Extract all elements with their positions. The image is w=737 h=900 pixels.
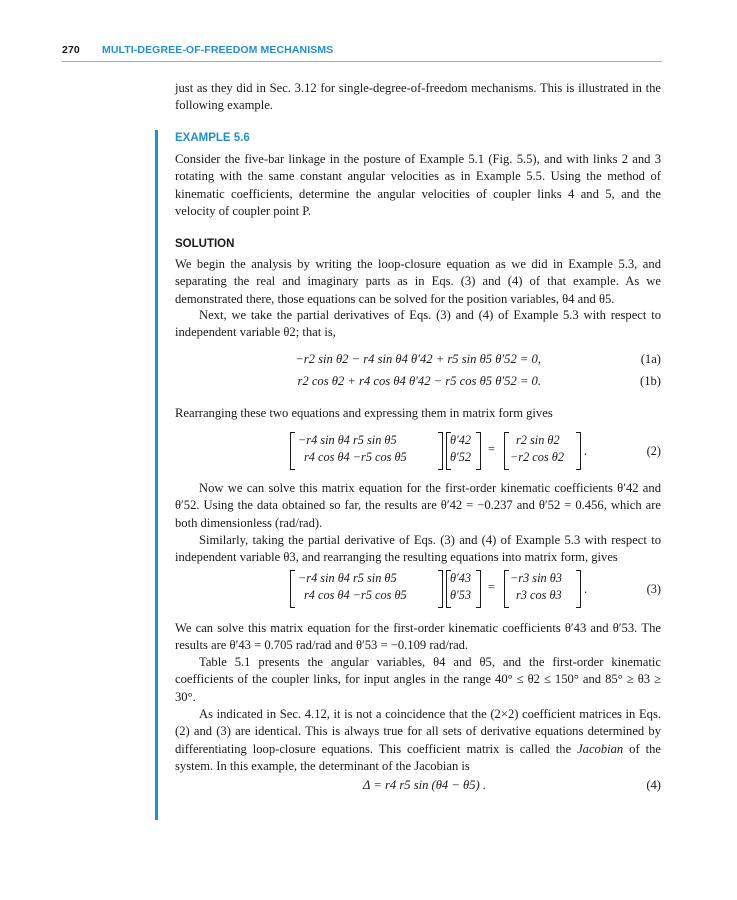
solution-paragraph-8-part-1: As indicated in Sec. 4.12, it is not a coincidence that the (2×2) coefficient matrices in Eqs. (2) and (3) are identical. This is always true for all sets of derivative equations determined by differentiating loop-closure equations. This coefficient matrix is called the <box>175 707 661 756</box>
running-title: MULTI-DEGREE-OF-FREEDOM MECHANISMS <box>102 44 334 56</box>
equation-1b-number: (1b) <box>640 374 661 388</box>
equation-1a-number: (1a) <box>640 352 661 366</box>
header-rule <box>62 61 662 62</box>
equation-4 <box>175 778 661 798</box>
page-number: 270 <box>62 44 80 56</box>
solution-paragraph-5: Similarly, taking the partial derivative of Eqs. (3) and (4) of Example 5.3 with respect to independent variable θ3, and rearranging the resulting equations into matrix form, gives <box>175 533 661 565</box>
example-label: EXAMPLE 5.6 <box>175 132 250 144</box>
solution-paragraph-4: Now we can solve this matrix equation for the first-order kinematic coefficients θ′42 and θ′52. Using the data obtained so far, the results are θ′42 = −0.237 and θ′52 = 0.456, which are both dimensionless (rad/rad). <box>175 481 661 530</box>
running-head <box>62 44 662 56</box>
equation-3-number: (3) <box>646 582 661 596</box>
equation-3-matrix-row-1: −r4 sin θ4 r5 sin θ5 <box>298 571 397 585</box>
equation-2-rhs-2: −r2 cos θ2 <box>510 450 564 464</box>
equation-3-vector-2: θ′53 <box>450 588 472 602</box>
equation-2-vector-2: θ′52 <box>450 450 472 464</box>
equation-2-rhs-1: r2 sin θ2 <box>516 433 560 447</box>
solution-paragraph-6: We can solve this matrix equation for the first-order kinematic coefficients θ′43 and θ′53. The results are θ′43 = 0.705 rad/rad and θ′53 = −0.109 rad/rad. <box>175 621 661 653</box>
solution-paragraph-2: Next, we take the partial derivatives of Eqs. (3) and (4) of Example 5.3 with respect to independent variable θ2; that is, <box>175 308 661 340</box>
solution-paragraph-1: We begin the analysis by writing the loop-closure equation as we did in Example 5.3, and separating the real and imaginary parts as in Eqs. (3) and (4) of that example. As we demonstrated there, those equations can be solved for the position variables, θ4 and θ5. <box>175 257 661 306</box>
equation-3-matrix-row-2: r4 cos θ4 −r5 cos θ5 <box>304 588 407 602</box>
equation-1a <box>175 352 661 372</box>
equation-2-matrix-row-2: r4 cos θ4 −r5 cos θ5 <box>304 450 407 464</box>
equation-2-matrix-row-1: −r4 sin θ4 r5 sin θ5 <box>298 433 397 447</box>
equation-4-number: (4) <box>646 778 661 792</box>
equation-4-body: Δ = r4 r5 sin (θ4 − θ5) . <box>363 778 486 792</box>
equation-2: −r4 sin θ4 r5 sin θ5 r4 cos θ4 −r5 cos θ5 θ′42 θ′52 = r2 sin θ2 −r2 cos θ2 . (2) <box>175 432 661 472</box>
equation-3-rhs-2: r3 cos θ3 <box>516 588 562 602</box>
solution-paragraph-7: Table 5.1 presents the angular variables, θ4 and θ5, and the first-order kinematic coefficients of the coupler links, for input angles in the range 40° ≤ θ2 ≤ 150° and 85° ≥ θ3 ≥ 30°. <box>175 655 661 704</box>
equation-3-vector-1: θ′43 <box>450 571 472 585</box>
solution-paragraph-8 <box>175 706 661 775</box>
equation-3-rhs-1: −r3 sin θ3 <box>510 571 562 585</box>
solution-label: SOLUTION <box>175 238 235 250</box>
intro-paragraph: just as they did in Sec. 3.12 for single-degree-of-freedom mechanisms. This is illustrated in the following example. <box>175 81 661 113</box>
equation-3: −r4 sin θ4 r5 sin θ5 r4 cos θ4 −r5 cos θ5 θ′43 θ′53 = −r3 sin θ3 r3 cos θ3 . (3) <box>175 570 661 610</box>
equation-2-vector-1: θ′42 <box>450 433 472 447</box>
solution-paragraph-8-part-2: of the system. In this example, the determinant of the Jacobian is <box>175 741 661 773</box>
equation-2-number: (2) <box>646 444 661 458</box>
example-statement: Consider the five-bar linkage in the posture of Example 5.1 (Fig. 5.5), and with links 2 and 3 rotating with the same constant angular velocities as in Example 5.5. Using the method of kinematic coefficients, determine the angular velocities of coupler links 4 and 5, and the velocity of coupler point P. <box>175 152 661 218</box>
jacobian-term: Jacobian <box>577 741 624 756</box>
equation-1b <box>175 374 661 394</box>
solution-paragraph-3: Rearranging these two equations and expressing them in matrix form gives <box>175 406 553 420</box>
example-side-bar <box>155 130 158 820</box>
equation-1b-body: r2 cos θ2 + r4 cos θ4 θ′42 − r5 cos θ5 θ′52 = 0. <box>297 374 541 388</box>
equation-1a-body: −r2 sin θ2 − r4 sin θ4 θ′42 + r5 sin θ5 θ′52 = 0, <box>295 352 541 366</box>
